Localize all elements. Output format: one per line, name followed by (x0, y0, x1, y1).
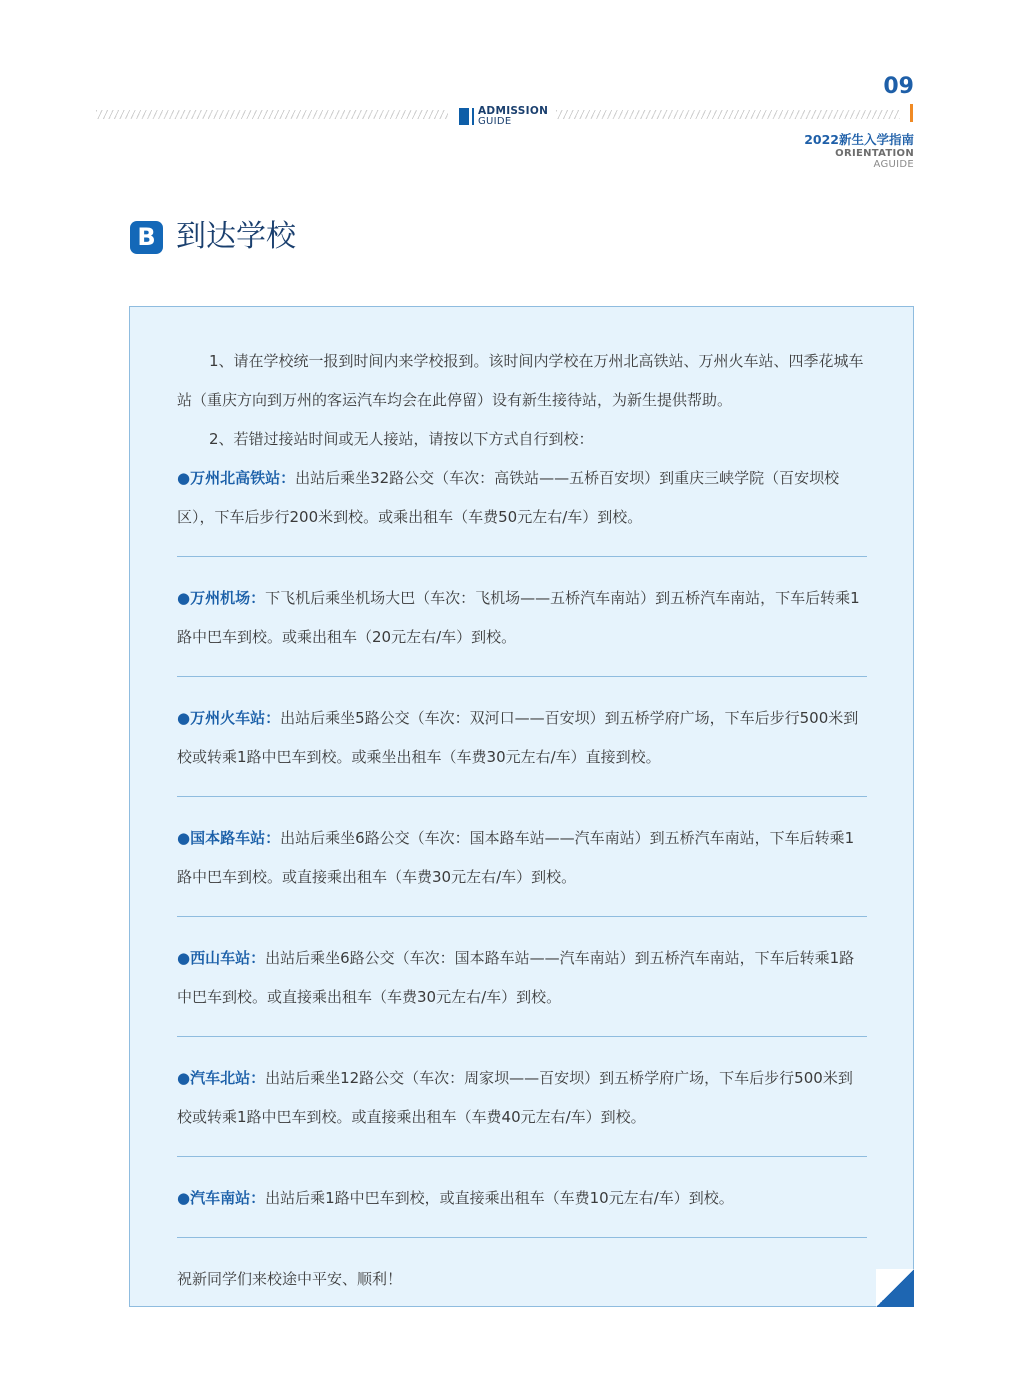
station-item (177, 459, 867, 537)
station-name: ●国本路车站： (177, 829, 281, 847)
station-directions: 下飞机后乘坐机场大巴（车次：飞机场——五桥汽车南站）到五桥汽车南站，下车后转乘1路中巴车到校。或乘出租车（20元左右/车）到校。 (177, 589, 860, 646)
page-accent-bar (910, 104, 913, 122)
divider (177, 1156, 867, 1157)
header-hatch-left (96, 110, 448, 119)
divider (177, 676, 867, 677)
intro-paragraph-2 (177, 420, 867, 459)
guide-subtitle-orientation: ORIENTATION (835, 148, 914, 159)
station-directions: 出站后乘坐12路公交（车次：周家坝——百安坝）到五桥学府广场，下车后步行500米到校或转乘1路中巴车到校。或直接乘出租车（车费40元左右/车）到校。 (177, 1069, 853, 1126)
section-title: 到达学校 (176, 219, 296, 254)
divider (177, 916, 867, 917)
closing-text: 祝新同学们来校途中平安、顺利！ (177, 1270, 403, 1288)
page-number: 09 (883, 74, 914, 99)
station-directions: 出站后乘坐32路公交（车次：高铁站——五桥百安坝）到重庆三峡学院（百安坝校区），下车后步行200米到校。或乘出租车（车费50元左右/车）到校。 (177, 469, 840, 526)
station-directions: 出站后乘1路中巴车到校，或直接乘出租车（车费10元左右/车）到校。 (265, 1189, 734, 1207)
station-name: ●万州北高铁站： (177, 469, 296, 487)
header-hatch-right (556, 110, 900, 119)
divider (177, 1237, 867, 1238)
divider (177, 1036, 867, 1037)
station-directions: 出站后乘坐6路公交（车次：国本路车站——汽车南站）到五桥汽车南站，下车后转乘1路中巴车到校。或直接乘出租车（车费30元左右/车）到校。 (177, 829, 855, 886)
intro-text-1: 1、请在学校统一报到时间内来学校报到。该时间内学校在万州北高铁站、万州火车站、四季花城车站（重庆方向到万州的客运汽车均会在此停留）设有新生接待站，为新生提供帮助。 (177, 352, 864, 409)
intro-paragraph-1 (177, 342, 867, 420)
station-directions: 出站后乘坐5路公交（车次：双河口——百安坝）到五桥学府广场，下车后步行500米到校或转乘1路中巴车到校。或乘坐出租车（车费30元左右/车）直接到校。 (177, 709, 859, 766)
divider (177, 796, 867, 797)
section-letter-badge: B (130, 221, 163, 254)
content-body (177, 342, 867, 1299)
divider (177, 556, 867, 557)
station-item (177, 1179, 867, 1218)
guide-subtitle-aguide: AGUIDE (873, 159, 914, 170)
station-item (177, 819, 867, 897)
admission-guide-logo-block (459, 108, 469, 125)
guide-title: 2022新生入学指南 (804, 132, 914, 147)
station-name: ●万州机场： (177, 589, 266, 607)
station-name: ●万州火车站： (177, 709, 281, 727)
admission-guide-logo-line (472, 108, 474, 125)
station-item (177, 579, 867, 657)
admission-label: ADMISSION (478, 105, 549, 117)
station-directions: 出站后乘坐6路公交（车次：国本路车站——汽车南站）到五桥汽车南站，下车后转乘1路中巴车到校。或直接乘出租车（车费30元左右/车）到校。 (177, 949, 855, 1006)
station-item (177, 939, 867, 1017)
guide-label: GUIDE (478, 116, 512, 127)
station-item (177, 1059, 867, 1137)
station-name: ●汽车北站： (177, 1069, 266, 1087)
closing-message (177, 1260, 867, 1299)
page-fold-corner (876, 1269, 914, 1307)
intro-text-2: 2、若错过接站时间或无人接站，请按以下方式自行到校： (209, 430, 594, 448)
station-item (177, 699, 867, 777)
station-name: ●汽车南站： (177, 1189, 266, 1207)
station-name: ●西山车站： (177, 949, 266, 967)
